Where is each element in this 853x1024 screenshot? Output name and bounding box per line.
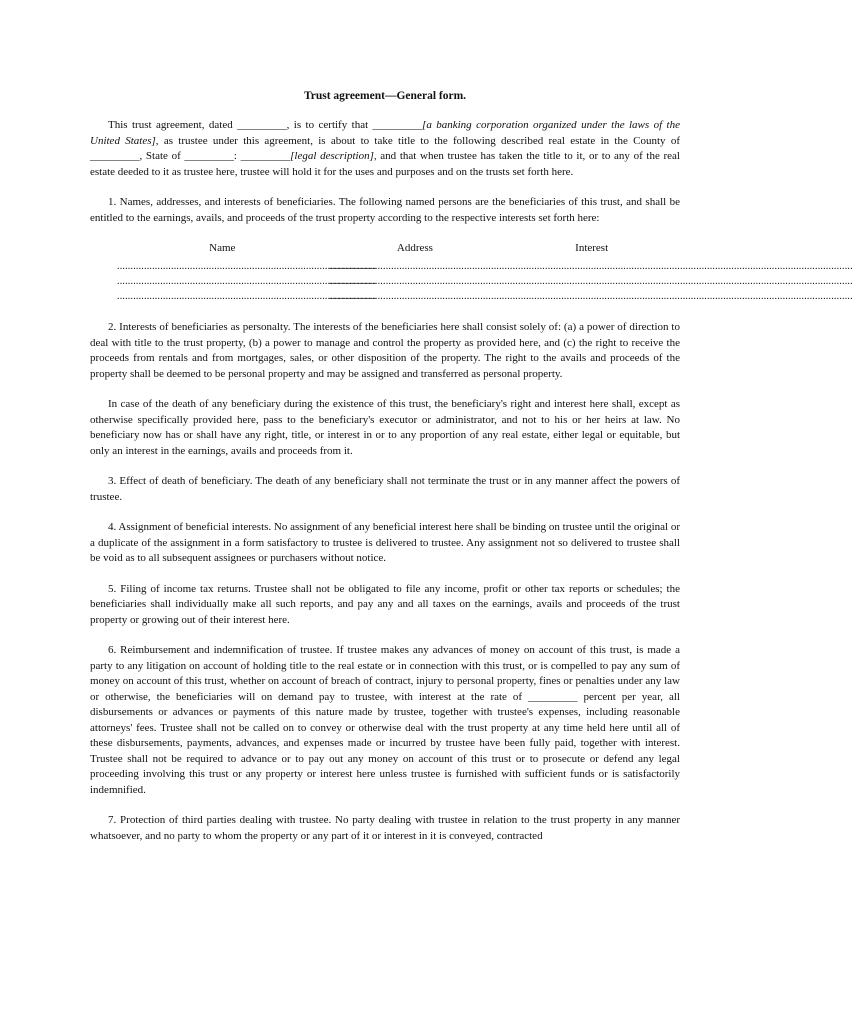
intro-italic-2: [legal description]: [290, 150, 374, 162]
header-address: Address: [396, 242, 433, 254]
intro-text-3: , and that when trustee has taken the title to it, or to any of the real estate deeded to it as trustee here, trustee will hold it for the uses and purposes and on the trusts set forth here.: [90, 150, 680, 178]
table-row: [90, 259, 853, 274]
name-blank: ................................................................................................: [117, 261, 377, 272]
document-body: [90, 88, 853, 859]
paragraph-2b: In case of the death of any beneficiary during the existence of this trust, the beneficiary's right and interest here shall, except as otherwise specifically provided here, pass to the beneficiary's executor or administrator, and not to his or her heirs at law. No beneficiary now has or shall have any right, title, or interest in or to any proportion of any real estate, either legal or equitable, but only an interest in the earnings, avails and proceeds from it.: [90, 398, 680, 457]
paragraph-7: 7. Protection of third parties dealing with trustee. No party dealing with trustee in relation to the trust property in any manner whatsoever, and no party to whom the property or any part of it or interest in it is conveyed, contracted: [90, 814, 680, 842]
paragraph-1: 1. Names, addresses, and interests of beneficiaries. The following named persons are the beneficiaries of this trust, and shall be entitled to the earnings, avails, and proceeds of the trust property according to the respective interests set forth here:: [90, 196, 680, 224]
address-interest-blank: ..................................................................................................................................................................................................: [329, 261, 853, 272]
intro-text-2: , as trustee under this agreement, is about to take title to the following described real estate in the County of _________, State of _________: _________: [90, 134, 680, 162]
paragraph-5: 5. Filing of income tax returns. Trustee shall not be obligated to file any income, profit or other tax reports or schedules; the beneficiaries shall individually make all such reports, and pay any and all taxes on the earnings, avails and proceeds of the trust property or growing out of their interest here.: [90, 582, 680, 626]
beneficiaries-table: [90, 241, 853, 304]
name-blank: ................................................................................................: [117, 291, 377, 302]
paragraph-3: 3. Effect of death of beneficiary. The death of any beneficiary shall not terminate the trust or in any manner affect the powers of trustee.: [90, 475, 680, 503]
name-blank: ................................................................................................: [117, 276, 377, 287]
document-title: Trust agreement—General form.: [303, 90, 467, 102]
paragraph-6: 6. Reimbursement and indemnification of trustee. If trustee makes any advances of money on account of this trust, is made a party to any litigation on account of holding title to the real estate or in connection with this trust, or is compelled to pay any sum of money on account of this trust, whether on account of breach of contract, injury to personal property, fines or penalties under any law or otherwise, the beneficiaries will on demand pay to trustee, with interest at the rate of _________ percent per year, all disbursements or advances or payments of this nature made by trustee, together with trustee's expenses, including reasonable attorneys' fees. Trustee shall not be called on to convey or otherwise deal with the trust property at any time held here until all of these disbursements, payments, advances, and expenses made or incurred by trustee have been fully paid, together with interest. Trustee shall not be required to advance or to pay out any money on account of this trust or to prosecute or defend any legal proceeding involving this trust or any property or interest here unless trustee is furnished with sufficient funds or is satisfactorily indemnified.: [90, 644, 680, 796]
header-name: Name: [209, 242, 236, 254]
intro-italic-1: [a banking corporation organized under the laws of the United States]: [90, 119, 680, 147]
intro-text-1: This trust agreement, dated _________, is to certify that _________: [108, 119, 423, 131]
intro-paragraph: [90, 118, 680, 180]
paragraph-2: 2. Interests of beneficiaries as personalty. The interests of the beneficiaries here shall consist solely of: (a) a power of direction to deal with title to the trust property, (b) a power to manage and control the property as provided here, and (c) the right to receive the proceeds from rentals and from mortgages, sales, or other disposition of the property. The right to the avails and proceeds of the property shall be deemed to be personal property and may be assigned and transferred as personal property.: [90, 321, 680, 380]
paragraph-4: 4. Assignment of beneficial interests. No assignment of any beneficial interest here shall be binding on trustee until the original or a duplicate of the assignment in a form satisfactory to trustee is delivered to trustee. Any assignment not so delivered to trustee shall be void as to all subsequent assignees or purchasers without notice.: [90, 521, 680, 564]
address-interest-blank: ..................................................................................................................................................................................................: [329, 291, 853, 302]
header-interest: Interest: [575, 242, 609, 254]
address-interest-blank: ..................................................................................................................................................................................................: [329, 276, 853, 287]
table-header: [90, 241, 680, 255]
table-row: [90, 274, 853, 289]
table-row: [90, 289, 853, 304]
